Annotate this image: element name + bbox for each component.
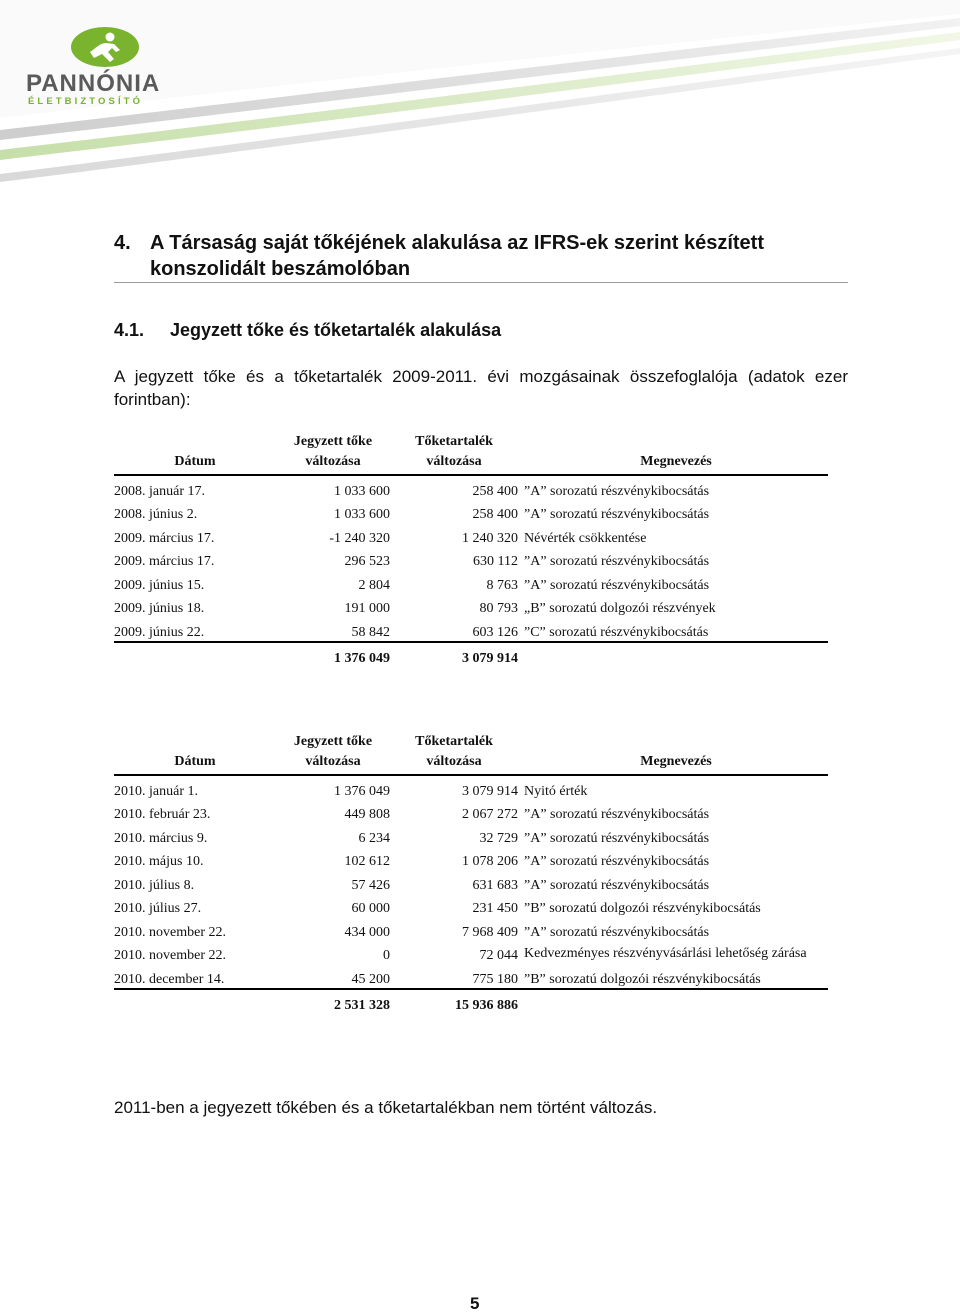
cell-capital: 57 426 (351, 877, 390, 893)
table-row (114, 941, 828, 965)
cell-reserve: 7 968 409 (462, 924, 518, 940)
cell-description: ”B” sorozatú dolgozói részvénykibocsátás (518, 964, 828, 989)
cell-reserve: 1 240 320 (462, 530, 518, 546)
table-row (114, 570, 828, 594)
logo-wordmark: PANNÓNIA (26, 70, 161, 97)
cell-description: ”A” sorozatú részvénykibocsátás (524, 924, 710, 940)
table-row (114, 523, 828, 547)
table-total-row (114, 989, 828, 1014)
cell-date: 2009. június 15. (114, 577, 205, 593)
cell-reserve: 1 078 206 (462, 854, 518, 869)
cell-description: ”A” sorozatú részvénykibocsátás (524, 554, 710, 569)
table-row (114, 617, 828, 642)
closing-sentence: 2011-ben a jegyezett tőkében és a tőketartalékban nem történt változás. (114, 1098, 658, 1117)
chapter-title: A Társaság saját tőkéjének alakulása az IFRS-ek szerint készített konszolidált beszámolóban (150, 232, 764, 280)
col-header-date: Dátum (114, 732, 276, 775)
col-header-reserve: Tőketartalék változása (390, 732, 518, 775)
cell-reserve: 631 683 (472, 877, 518, 893)
cell-reserve: 3 079 914 (462, 783, 518, 799)
cell-capital: 0 (383, 948, 390, 963)
cell-reserve: 2 067 272 (462, 807, 518, 822)
cell-reserve: 630 112 (473, 554, 518, 569)
cell-reserve: 775 180 (390, 964, 518, 989)
cell-date: 2008. június 2. (114, 507, 198, 522)
total-reserve: 3 079 914 (462, 650, 518, 666)
col-header-description: Megnevezés (518, 432, 828, 475)
table-row (114, 800, 828, 824)
cell-date: 2010. március 9. (114, 830, 208, 846)
cell-description: ”A” sorozatú részvénykibocsátás (524, 854, 710, 869)
cell-reserve: 32 729 (479, 830, 518, 846)
cell-reserve: 8 763 (486, 577, 518, 593)
cell-capital: 45 200 (276, 964, 390, 989)
col-header-capital: Jegyzett tőke változása (276, 732, 390, 775)
cell-description: ”A” sorozatú részvénykibocsátás (524, 807, 710, 822)
total-reserve: 15 936 886 (455, 997, 518, 1013)
cell-capital: 60 000 (351, 901, 390, 916)
table-row (114, 917, 828, 941)
cell-date: 2009. június 22. (114, 617, 276, 642)
cell-description: Nyitó érték (524, 783, 588, 799)
equity-table-2010 (114, 732, 828, 1014)
cell-description: Kedvezményes részvényvásárlási lehetőség zárása (524, 946, 807, 961)
section-title: Jegyzett tőke és tőketartalék alakulása (170, 320, 502, 340)
cell-capital: 1 033 600 (334, 507, 390, 522)
cell-empty (114, 642, 276, 667)
table-row (114, 594, 828, 618)
cell-date: 2008. január 17. (114, 483, 205, 499)
cell-capital: 191 000 (344, 601, 390, 616)
logo-subtitle: ÉLETBIZTOSÍTÓ (28, 96, 144, 107)
cell-date: 2010. december 14. (114, 964, 276, 989)
table-row (114, 775, 828, 800)
table-row (114, 964, 828, 989)
cell-capital: 1 033 600 (334, 483, 390, 499)
cell-date: 2010. július 8. (114, 877, 195, 893)
cell-date: 2009. március 17. (114, 530, 215, 546)
cell-empty (518, 989, 828, 1014)
cell-empty (518, 642, 828, 667)
cell-date: 2009. március 17. (114, 554, 215, 569)
cell-date: 2010. február 23. (114, 807, 211, 822)
cell-date: 2010. november 22. (114, 948, 226, 963)
table-total-row (114, 642, 828, 667)
cell-capital: -1 240 320 (329, 530, 390, 546)
cell-capital: 1 376 049 (334, 783, 390, 799)
cell-date: 2010. november 22. (114, 924, 226, 940)
cell-description: „B” sorozatú dolgozói részvények (524, 601, 716, 616)
table-row (114, 823, 828, 847)
cell-description: ”A” sorozatú részvénykibocsátás (524, 877, 710, 893)
logo-runner-icon (70, 26, 140, 68)
cell-description: ”A” sorozatú részvénykibocsátás (524, 507, 710, 522)
cell-empty (114, 989, 276, 1014)
cell-reserve: 258 400 (472, 507, 518, 522)
page-number: 5 (470, 1294, 480, 1313)
table-header-row (114, 432, 828, 475)
cell-capital: 296 523 (344, 554, 390, 569)
table-row (114, 870, 828, 894)
intro-paragraph: A jegyzett tőke és a tőketartalék 2009-2011. évi mozgásainak összefoglalója (adatok ezer forintban): (114, 367, 848, 409)
col-header-reserve: Tőketartalék változása (390, 432, 518, 475)
cell-capital: 102 612 (344, 854, 390, 869)
cell-description: ”A” sorozatú részvénykibocsátás (524, 830, 710, 846)
cell-date: 2010. július 27. (114, 901, 202, 916)
heading-divider (114, 282, 848, 283)
cell-description: Névérték csökkentése (524, 530, 647, 546)
cell-capital: 58 842 (276, 617, 390, 642)
section-number: 4.1. (114, 320, 145, 340)
table-header-row (114, 732, 828, 775)
table-row (114, 547, 828, 571)
cell-reserve: 258 400 (472, 483, 518, 499)
cell-description: ”C” sorozatú részvénykibocsátás (518, 617, 828, 642)
cell-reserve: 231 450 (472, 901, 518, 916)
cell-reserve: 603 126 (390, 617, 518, 642)
cell-capital: 434 000 (344, 924, 390, 940)
cell-reserve: 72 044 (479, 948, 518, 963)
col-header-description: Megnevezés (518, 732, 828, 775)
table-row (114, 475, 828, 500)
col-header-capital: Jegyzett tőke változása (276, 432, 390, 475)
col-header-date: Dátum (114, 432, 276, 475)
cell-capital: 6 234 (358, 830, 390, 846)
cell-reserve: 80 793 (479, 601, 518, 616)
cell-date: 2009. június 18. (114, 601, 205, 616)
table-row (114, 894, 828, 918)
cell-description: ”A” sorozatú részvénykibocsátás (524, 577, 710, 593)
cell-description: ”A” sorozatú részvénykibocsátás (524, 483, 710, 499)
pannonia-logo (26, 26, 196, 106)
table-row (114, 500, 828, 524)
cell-capital: 449 808 (344, 807, 390, 822)
cell-date: 2010. január 1. (114, 783, 198, 799)
chapter-number: 4. (114, 232, 131, 254)
equity-table-2008-2009 (114, 432, 828, 667)
total-capital: 1 376 049 (334, 650, 390, 666)
table-row (114, 847, 828, 871)
cell-date: 2010. május 10. (114, 854, 204, 869)
cell-description: ”B” sorozatú dolgozói részvénykibocsátás (524, 901, 761, 916)
total-capital: 2 531 328 (334, 997, 390, 1013)
cell-capital: 2 804 (358, 577, 390, 593)
